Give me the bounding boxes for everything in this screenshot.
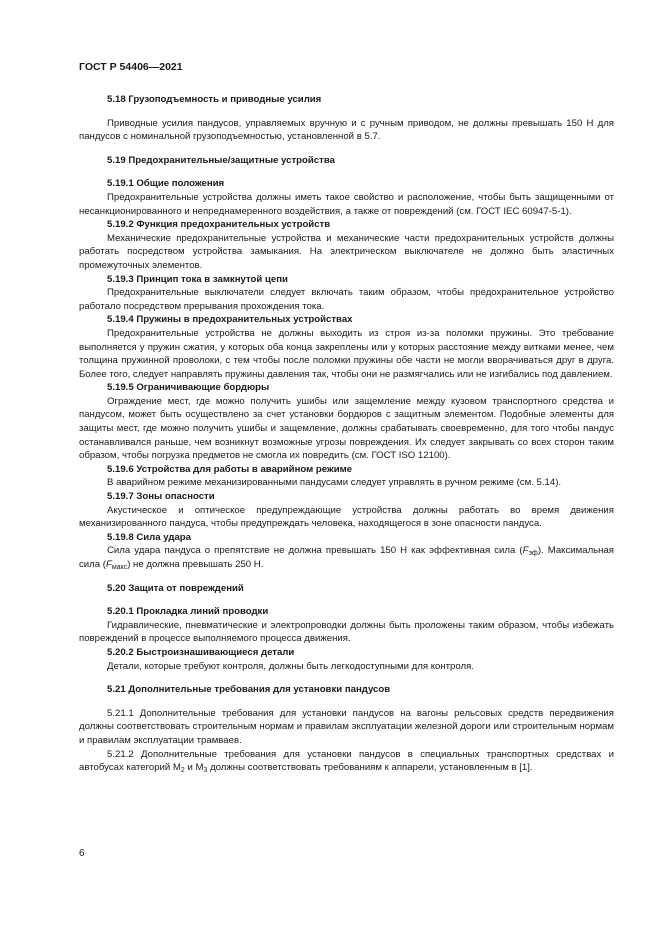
document-header: ГОСТ Р 54406—2021: [79, 61, 183, 73]
paragraph: Ограждение мест, где можно получить ушибы или защемление между кузовом транспортного средства и пандусом, может быть осуществлено за счет установки бордюров с защитным элементом. Подобные элементы для защиты мест, где можно получить ушибы и защемление, должны срабатывать своевременно, для того чтобы пандус останавливался раньше, чем возникнут возможные угрозы повреждения. Их следует закрывать со всех сторон таким образом, чтобы погрузка предметов не смогла их повредить (см. ГОСТ ISO 12100).: [79, 395, 614, 462]
subsection-heading: 5.19.4 Пружины в предохранительных устройствах: [107, 314, 353, 326]
paragraph: В аварийном режиме механизированными пандусами следует управлять в ручном режиме (см. 5.14).: [107, 477, 562, 489]
page-number: 6: [79, 848, 85, 859]
section-heading: 5.20 Защита от повреждений: [107, 582, 244, 594]
paragraph: Детали, которые требуют контроля, должны быть легкодоступными для контроля.: [107, 660, 474, 672]
paragraph: Предохранительные устройства должны иметь такое свойство и расположение, чтобы быть защищенными от несанкционированного и непреднамеренного воздействия, а также от повреждений (см. ГОСТ IEC 60947-5-1).: [79, 191, 614, 217]
subsection-heading: 5.19.7 Зоны опасности: [107, 491, 215, 503]
subsection-heading: 5.19.6 Устройства для работы в аварийном режиме: [107, 463, 353, 475]
paragraph: Механические предохранительные устройства и механические части предохранительных устройств должны работать посредством устройства замыкания. На электрическом выключателе не должно быть эластичных промежуточных элементов.: [79, 232, 614, 271]
text-span: должны соответствовать требованиям к аппарели, установленным в [1].: [207, 762, 533, 774]
formula-subscript: эф: [528, 550, 538, 558]
subsection-heading: 5.19.1 Общие положения: [107, 178, 225, 190]
formula-subscript: макс: [111, 564, 128, 571]
text-span: 5.21.2 Дополнительные требования для установки пандусов в специальных транспортных средствах и автобусах категорий М: [79, 748, 614, 774]
section-heading: 5.19 Предохранительные/защитные устройства: [107, 154, 335, 166]
paragraph: 5.21.1 Дополнительные требования для установки пандусов на вагоны рельсовых средств передвижения должны соответствовать строительным нормам и правилам эксплуатации железной дороги или строительным нормам и правилам эксплуатации трамваев.: [79, 707, 614, 746]
subsection-heading: 5.19.8 Сила удара: [107, 531, 191, 543]
category-subscript: 2: [180, 767, 185, 775]
text-span: и М: [184, 762, 204, 774]
section-heading: 5.18 Грузоподъемность и приводные усилия: [107, 94, 322, 105]
category-subscript: 3: [203, 767, 208, 775]
paragraph: Приводные усилия пандусов, управляемых вручную и с ручным приводом, не должны превышать 150 Н для пандусов с номинальной грузоподъемностью, установленной в 5.7.: [79, 117, 614, 143]
formula-symbol: F: [105, 559, 112, 570]
subsection-heading: 5.20.1 Прокладка линий проводки: [107, 606, 269, 618]
text-span: ) не должна превышать 250 Н.: [127, 559, 264, 570]
text-span: ). Максимальная сила (: [79, 545, 614, 570]
subsection-heading: 5.19.5 Ограничивающие бордюры: [107, 382, 270, 394]
subsection-heading: 5.19.3 Принцип тока в замкнутой цепи: [107, 273, 288, 285]
paragraph: Акустическое и оптическое предупреждающие устройства должны работать во время движения механизированного пандуса, чтобы предупреждать человека, находящегося в зоне опасности пандуса.: [79, 504, 614, 530]
formula-symbol: F: [522, 545, 529, 557]
subsection-heading: 5.20.2 Быстроизнашивающиеся детали: [107, 646, 295, 658]
paragraph: Предохранительные устройства не должны выходить из строя из-за поломки пружины. Это требование выполняется у пружин сжатия, у которых оба конца закреплены или у которых расстояние между витками менее, чем толщина пружинной проволоки, с тем чтобы после поломки пружины обе части не могли вворачиваться друг в друга. Более того, следует направлять пружины давления так, чтобы они не размягчались или не изгибались под давлением.: [79, 327, 614, 380]
paragraph-categories: [79, 748, 614, 775]
text-span: Сила удара пандуса о препятствие не должна превышать 150 Н как эффективная сила (: [107, 545, 523, 557]
subsection-heading: 5.19.2 Функция предохранительных устройств: [107, 219, 331, 231]
document-body: [79, 93, 614, 775]
paragraph: Предохранительные выключатели следует включать таким образом, чтобы предохранительное устройство работало посредством прерывания прохождения тока.: [79, 287, 614, 312]
paragraph: Гидравлические, пневматические и электропроводки должны быть проложены таким образом, чтобы избежать повреждений в процессе выполняемого процесса движения.: [79, 619, 614, 645]
section-heading: 5.21 Дополнительные требования для установки пандусов: [107, 684, 391, 696]
paragraph-impact-force: [79, 544, 614, 571]
